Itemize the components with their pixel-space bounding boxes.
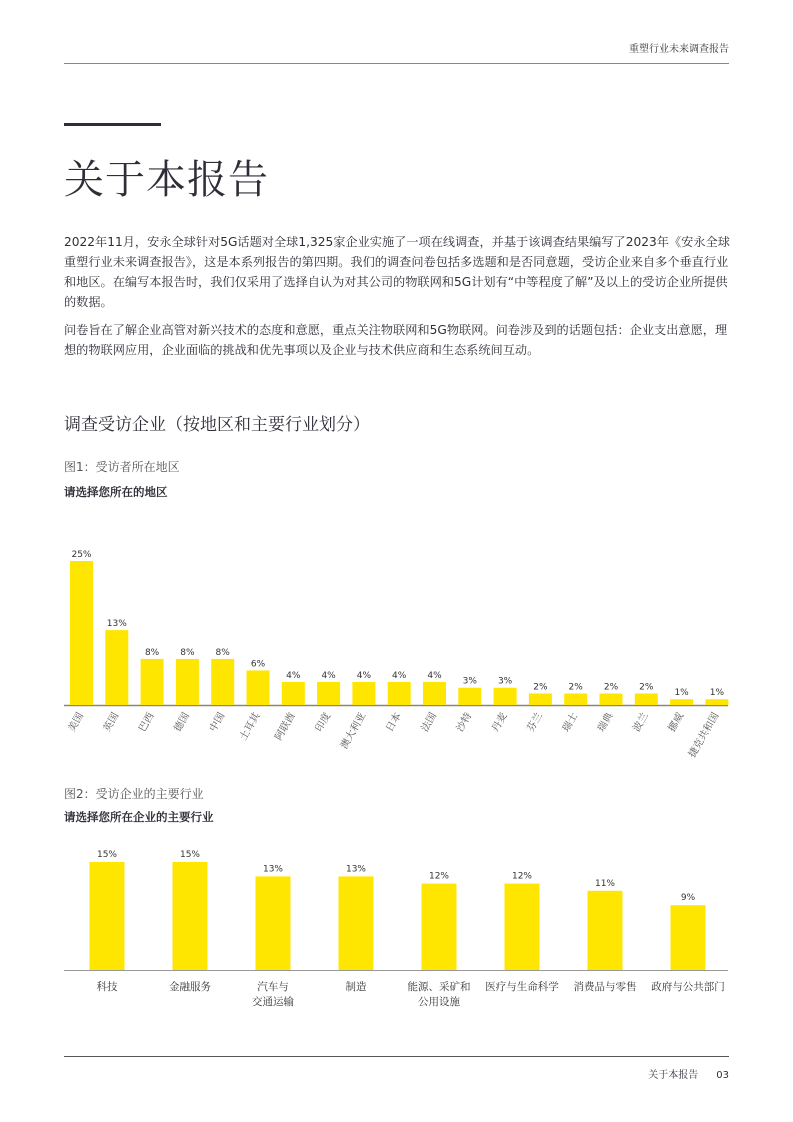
chart1-category-label: 巴西: [137, 711, 157, 734]
chart2-value-label: 12%: [511, 871, 533, 882]
chart1-value-label: 4%: [427, 670, 442, 681]
chart1-bar: [247, 670, 270, 705]
chart1-bar: [317, 682, 340, 705]
chart1-bar: [176, 659, 199, 705]
chart2-value-label: 13%: [345, 864, 367, 875]
chart1-value-label: 8%: [180, 647, 195, 658]
figure2-question: 请选择您所在企业的主要行业: [64, 810, 214, 824]
chart2-value-label: 11%: [594, 878, 616, 889]
chart2-category-label: 科技: [96, 981, 118, 993]
chart1-category-label: 土耳其: [238, 711, 263, 743]
chart2-value-label: 13%: [262, 864, 284, 875]
chart1-value-label: 8%: [215, 647, 230, 658]
chart1-category-label: 捷克共和国: [686, 711, 722, 760]
chart1-value-label: 8%: [144, 647, 160, 658]
chart2-bar: [339, 876, 374, 970]
chart1-value-label: 4%: [392, 670, 407, 681]
chart1-bar: [352, 682, 375, 705]
chart2-value-label: 9%: [680, 893, 696, 904]
chart1-category-label: 法国: [419, 711, 440, 734]
chart1-bar: [564, 693, 587, 705]
chart2-bar: [422, 884, 457, 970]
chart1-category-label: 德国: [172, 711, 192, 734]
chart2-bar: [505, 884, 540, 970]
footer-section: 关于本报告: [648, 1070, 699, 1081]
chart2-category-label: 政府与公共部门: [651, 981, 725, 993]
chart1-category-label: 芬兰: [525, 711, 545, 734]
chart1-bar: [70, 561, 93, 705]
chart2-category-label: 制造: [345, 981, 367, 993]
page-title: 关于本报告: [64, 157, 269, 203]
chart1-category-label: 日本: [384, 711, 404, 734]
chart1-value-label: 4%: [356, 670, 372, 681]
chart1-value-label: 6%: [250, 659, 266, 670]
chart1-value-label: 3%: [497, 676, 513, 687]
chart1-bar: [388, 682, 411, 705]
chart1-value-label: 2%: [568, 682, 583, 693]
chart1-value-label: 1%: [709, 688, 725, 699]
chart1-bar: [458, 688, 481, 705]
chart1-value-label: 2%: [603, 682, 619, 693]
chart1-bar: [282, 682, 305, 705]
chart1-bar: [529, 693, 552, 705]
section-title: 调查受访企业（按地区和主要行业划分）: [64, 415, 370, 435]
chart1-value-label: 2%: [533, 682, 548, 693]
chart2-category-label: 公用设施: [418, 996, 460, 1008]
footer: [630, 1066, 729, 1081]
chart1-bar: [211, 659, 234, 705]
chart1-value-label: 3%: [462, 676, 477, 687]
footer-divider: [64, 1056, 729, 1057]
figure2-title: 图2：受访企业的主要行业: [64, 787, 204, 801]
chart1-bar: [600, 693, 623, 705]
chart2-category-label: 消费品与零售: [573, 981, 637, 993]
chart2-category-label: 汽车与: [257, 981, 289, 993]
chart2-bar: [256, 876, 291, 970]
running-header: 重塑行业未来调查报告: [629, 44, 729, 55]
chart1-bar: [141, 659, 164, 705]
chart1-category-label: 波兰: [631, 711, 651, 734]
chart2-value-label: 12%: [428, 871, 450, 882]
chart1-value-label: 1%: [674, 688, 689, 699]
chart1-category-label: 挪威: [666, 711, 687, 734]
chart1-category-label: 美国: [66, 711, 87, 734]
chart1-category-label: 中国: [207, 711, 228, 734]
chart1-bar: [105, 630, 128, 705]
figure1-question: 请选择您所在的地区: [64, 485, 168, 499]
intro-paragraph-2: 问卷旨在了解企业高管对新兴技术的态度和意愿，重点关注物联网和5G物联网。问卷涉及到的话题包括：企业支出意愿，理想的物联网应用，企业面临的挑战和优先事项以及企业与技术供应商和生态系统间互动。: [64, 323, 728, 357]
intro-paragraph-1: 2022年11月，安永全球针对5G话题对全球1,325家企业实施了一项在线调查，并基于该调查结果编写了2023年《安永全球重塑行业未来调查报告》，这是本系列报告的第四期。我们的调查问卷包括多选题和是否同意题，受访企业来自多个垂直行业和地区。在编写本报告时，我们仅采用了选择自认为对其公司的物联网和5G计划有“中等程度了解”及以上的受访企业所提供的数据。: [64, 235, 730, 309]
chart2-bar: [671, 905, 706, 970]
chart1-category-label: 阿联酋: [273, 711, 298, 743]
page-number: 03: [716, 1070, 729, 1081]
chart2-value-label: 15%: [96, 850, 118, 860]
figure1-title: 图1：受访者所在地区: [64, 460, 180, 474]
chart1-value-label: 2%: [639, 682, 654, 693]
chart2-value-label: 15%: [179, 850, 201, 860]
chart1-bar: [423, 682, 446, 705]
chart2-category-label: 金融服务: [169, 981, 211, 993]
chart1-value-label: 4%: [321, 670, 336, 681]
chart2-bar: [588, 891, 623, 970]
chart2-bar: [173, 862, 208, 970]
chart1-bar: [670, 699, 693, 705]
chart2-category-label: 能源、采矿和: [407, 981, 471, 993]
chart2-category-label: 交通运输: [252, 996, 294, 1008]
chart1-category-label: 瑞典: [596, 711, 616, 734]
chart2-category-label: 医疗与生命科学: [485, 981, 559, 993]
chart1-bar: [494, 688, 517, 705]
chart1-value-label: 25%: [71, 550, 92, 560]
chart1-category-label: 丹麦: [490, 711, 510, 734]
chart1-category-label: 沙特: [454, 711, 475, 734]
chart1-bar: [635, 693, 658, 705]
chart1-category-label: 印度: [313, 711, 334, 734]
chart1-category-label: 瑞士: [560, 711, 581, 734]
chart1-category-label: 英国: [101, 711, 122, 734]
chart1-value-label: 13%: [106, 619, 127, 630]
chart1-value-label: 4%: [286, 670, 301, 681]
chart2-bar: [90, 862, 125, 970]
chart1-bar: [705, 699, 728, 705]
chart1-category-label: 澳大利亚: [338, 711, 369, 752]
